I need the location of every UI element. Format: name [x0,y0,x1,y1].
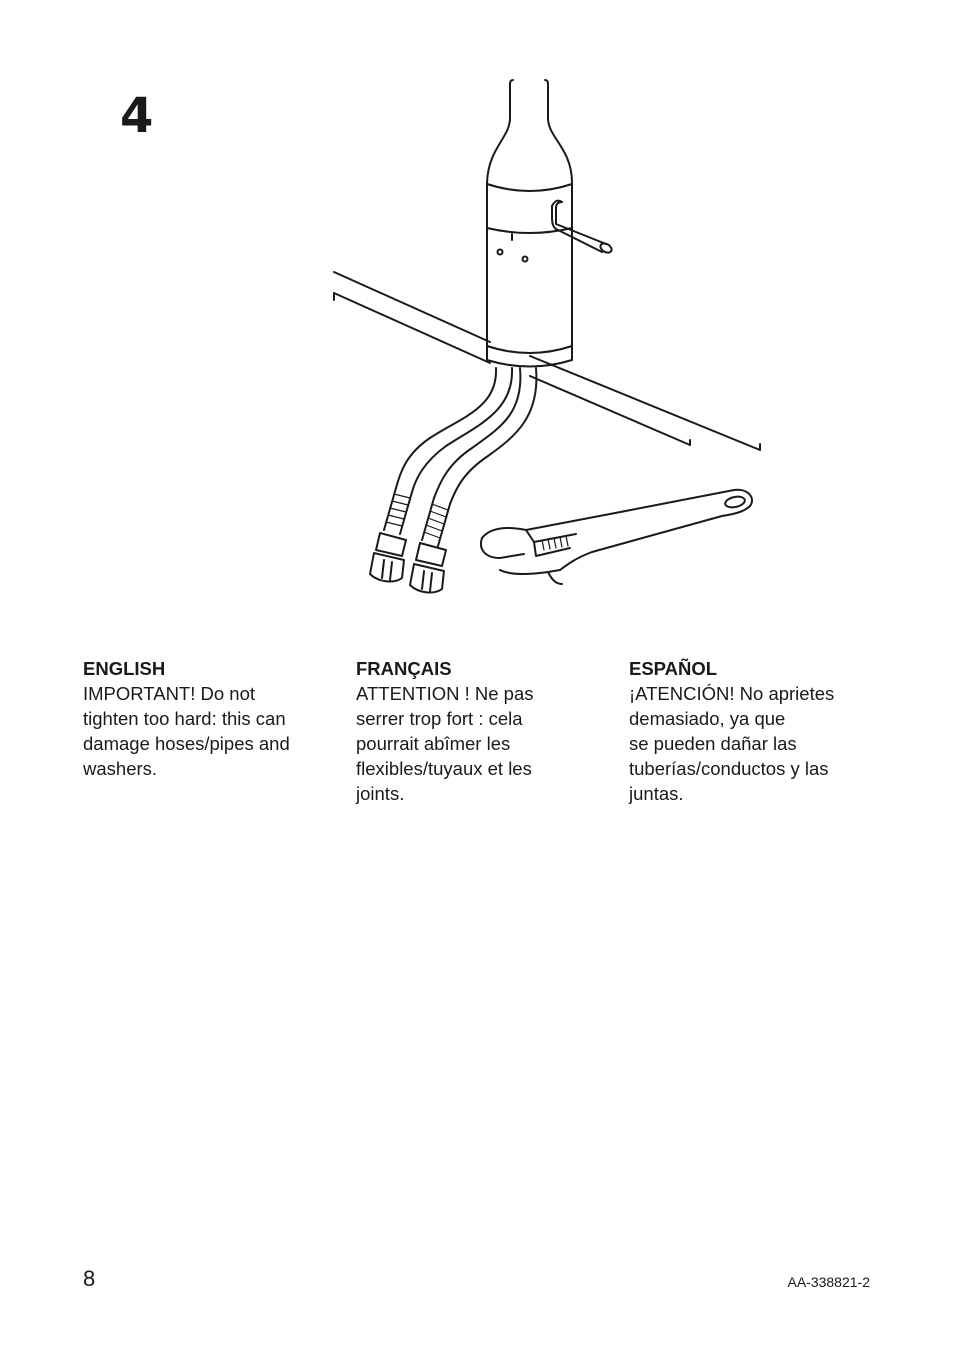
instruction-french [356,656,606,806]
language-heading: ENGLISH [83,658,166,679]
wrench-icon [481,490,752,584]
instruction-spanish [629,656,879,806]
language-heading: ESPAÑOL [629,658,718,679]
instruction-text: ¡ATENCIÓN! No aprietes demasiado, ya que se pueden dañar las tuberías/conductos y las juntas. [629,683,835,804]
instruction-text: IMPORTANT! Do not tighten too hard: this can damage hoses/pipes and washers. [83,683,290,779]
faucet-icon [487,80,613,367]
page-number: 8 [83,1266,96,1291]
instruction-text: ATTENTION ! Ne pas serrer trop fort : cela pourrait abîmer les flexibles/tuyaux et les joints. [356,683,534,804]
instruction-english [83,656,333,781]
document-code: AA-338821-2 [787,1274,870,1290]
language-heading: FRANÇAIS [356,658,452,679]
countertop-icon [334,272,760,450]
step-number: 4 [120,88,154,144]
hose-icon [370,368,536,592]
faucet-installation-illustration [330,78,770,618]
